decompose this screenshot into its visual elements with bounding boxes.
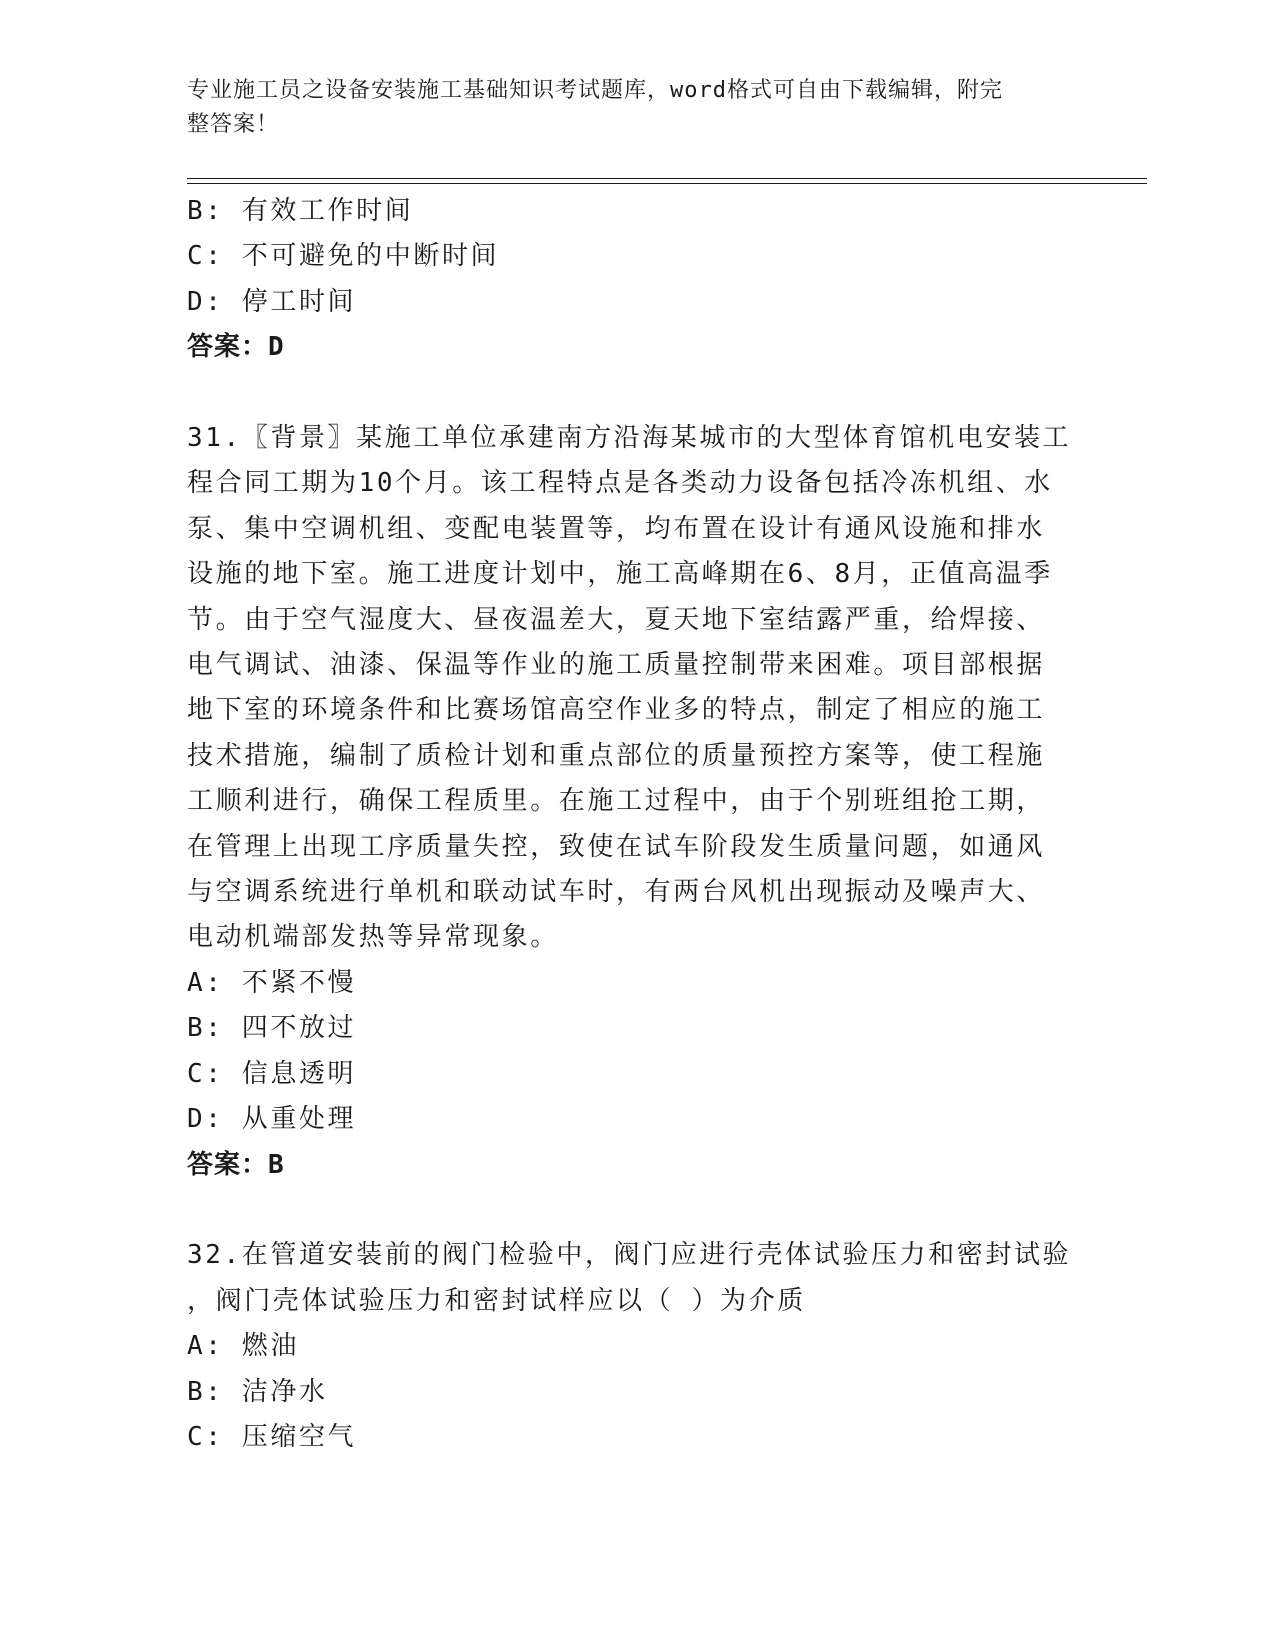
option-b: B: 洁净水 [187, 1376, 328, 1407]
header-line-2: 整答案！ [187, 112, 280, 137]
option-c: C: 压缩空气 [187, 1421, 357, 1452]
question-text-line: 电动机端部发热等异常现象。 [187, 922, 559, 953]
document-page [187, 0, 1147, 1650]
answer-line [187, 325, 1087, 370]
option-b: B: 四不放过 [187, 1013, 357, 1044]
answer-label: 答案： [187, 1149, 269, 1180]
option-c: C: 信息透明 [187, 1058, 357, 1089]
document-body [187, 189, 1087, 1460]
header-rule-bottom [187, 183, 1147, 184]
question-text-line: 32.在管道安装前的阀门检验中，阀门应进行壳体试验压力和密封试验 [187, 1240, 1072, 1271]
option-d: D: 从重处理 [187, 1104, 357, 1135]
question-31 [187, 416, 1087, 1188]
question-text-line: 节。由于空气湿度大、昼夜温差大，夏天地下室结露严重，给焊接、 [187, 604, 1046, 635]
answer-line [187, 1143, 1087, 1188]
question-30-tail [187, 189, 1087, 371]
header-rule-top [187, 178, 1147, 179]
question-32 [187, 1233, 1087, 1460]
question-text-line: 与空调系统进行单机和联动试车时，有两台风机出现振动及噪声大、 [187, 877, 1046, 908]
answer-value: D [268, 332, 285, 363]
document-header [187, 74, 1067, 142]
option-c: C: 不可避免的中断时间 [187, 241, 500, 272]
question-text-line: 程合同工期为10个月。该工程特点是各类动力设备包括冷冻机组、水 [187, 468, 1053, 499]
spacer [187, 1188, 1087, 1233]
option-a: A: 燃油 [187, 1331, 299, 1362]
option-a: A: 不紧不慢 [187, 967, 357, 998]
question-text-line: 工顺利进行，确保工程质里。在施工过程中，由于个别班组抢工期， [187, 786, 1046, 817]
header-line-1: 专业施工员之设备安装施工基础知识考试题库，word格式可自由下载编辑，附完 [187, 78, 1003, 103]
question-text-line: 地下室的环境条件和比赛场馆高空作业多的特点，制定了相应的施工 [187, 695, 1046, 726]
question-text-line: ，阀门壳体试验压力和密封试样应以（ ）为介质 [187, 1285, 806, 1316]
answer-value: B [268, 1149, 285, 1180]
question-text-line: 泵、集中空调机组、变配电装置等，均布置在设计有通风设施和排水 [187, 513, 1046, 544]
question-text-line: 在管理上出现工序质量失控，致使在试车阶段发生质量问题，如通风 [187, 831, 1046, 862]
answer-label: 答案： [187, 332, 269, 363]
question-text-line: 技术措施，编制了质检计划和重点部位的质量预控方案等，使工程施 [187, 740, 1046, 771]
option-b: B: 有效工作时间 [187, 196, 414, 226]
question-text-line: 31.〖背景〗某施工单位承建南方沿海某城市的大型体育馆机电安装工 [187, 423, 1072, 454]
option-d: D: 停工时间 [187, 286, 357, 317]
spacer [187, 371, 1087, 416]
question-text-line: 设施的地下室。施工进度计划中，施工高峰期在6、8月，正值高温季 [187, 559, 1053, 590]
question-text-line: 电气调试、油漆、保温等作业的施工质量控制带来困难。项目部根据 [187, 650, 1046, 681]
